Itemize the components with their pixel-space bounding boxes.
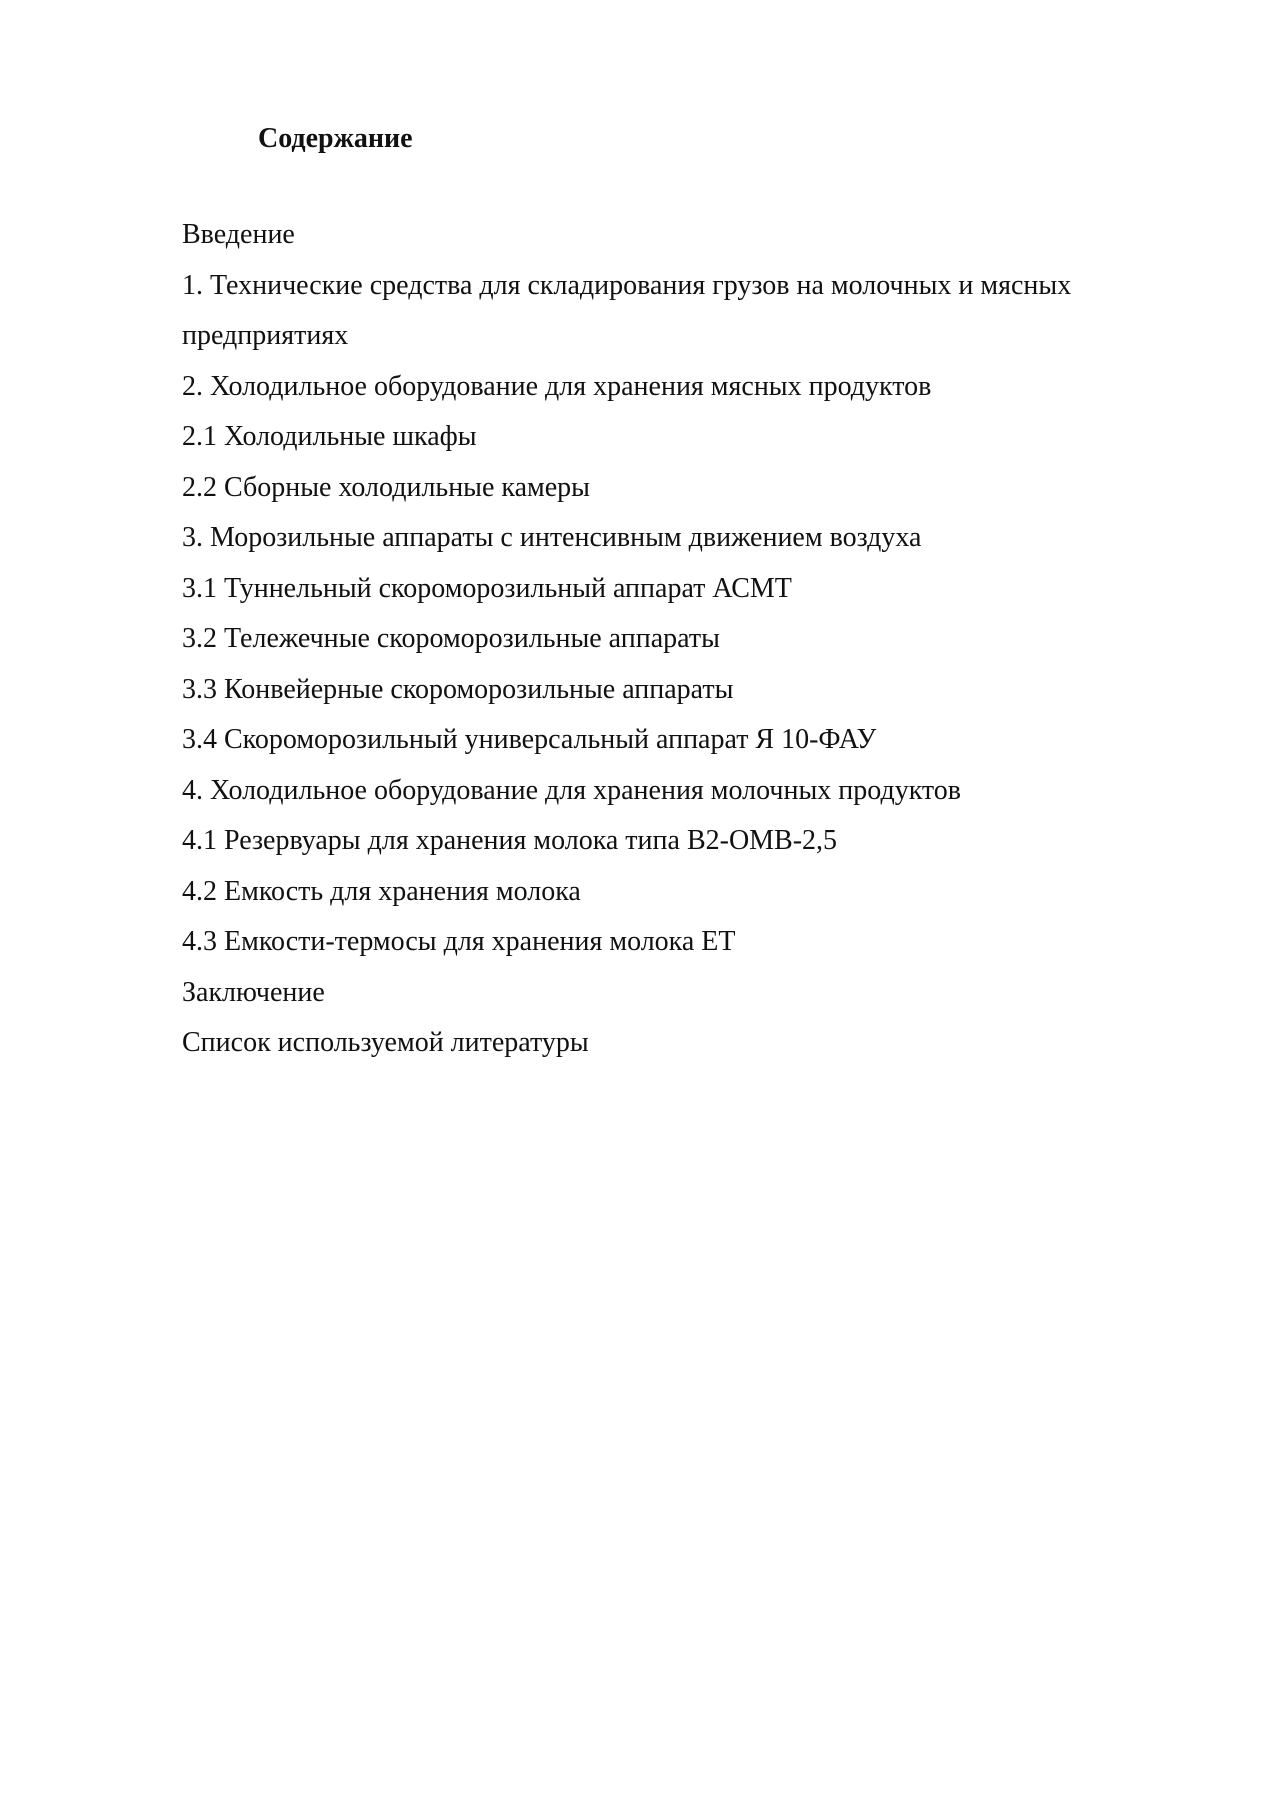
toc-item-section-4-2: 4.2 Емкость для хранения молока xyxy=(182,875,581,907)
toc-item-section-3-2: 3.2 Тележечные скороморозильные аппараты xyxy=(182,623,720,654)
toc-item-section-2: 2. Холодильное оборудование для хранения мясных продуктов xyxy=(182,370,932,402)
toc-item-section-4-3: 4.3 Емкости-термосы для хранения молока ЕТ xyxy=(182,926,736,957)
toc-item-section-4: 4. Холодильное оборудование для хранения молочных продуктов xyxy=(182,774,962,806)
table-of-contents xyxy=(182,210,1162,1069)
toc-item-section-4-1: 4.1 Резервуары для хранения молока типа В2-ОМВ-2,5 xyxy=(182,825,838,856)
page-title: Содержание xyxy=(258,123,413,154)
toc-item-section-3-3: 3.3 Конвейерные скороморозильные аппараты xyxy=(182,673,734,705)
toc-item-section-2-1: 2.1 Холодильные шкафы xyxy=(182,421,477,452)
toc-item-section-3-4: 3.4 Скороморозильный универсальный аппарат Я 10-ФАУ xyxy=(182,724,877,755)
toc-item-section-2-2: 2.2 Сборные холодильные камеры xyxy=(182,471,590,503)
toc-item-conclusion: Заключение xyxy=(182,976,325,1008)
toc-item-section-1: 1. Технические средства для складирования грузов на молочных и мясных предприятиях xyxy=(182,269,1072,351)
toc-item-section-3: 3. Морозильные аппараты с интенсивным движением воздуха xyxy=(182,522,922,553)
toc-item-section-3-1: 3.1 Туннельный скороморозильный аппарат АСМТ xyxy=(182,572,792,604)
toc-item-bibliography: Список используемой литературы xyxy=(182,1027,589,1058)
toc-item-introduction: Введение xyxy=(182,219,295,250)
